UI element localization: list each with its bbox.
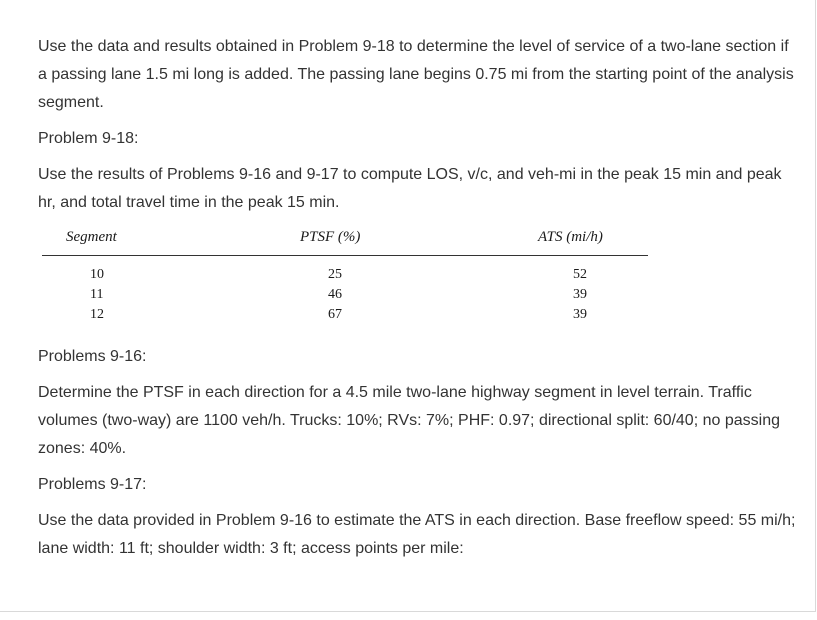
- ats-column: [573, 265, 587, 325]
- ptsf-column: [328, 265, 342, 325]
- segment-cell: 12: [90, 307, 104, 322]
- intro-paragraph: Use the data and results obtained in Problem 9-18 to determine the level of service of a two-lane section if a passing lane 1.5 mi long is added. The passing lane begins 0.75 mi from the starting point of the analysis segment.: [38, 38, 794, 111]
- problem-9-17-label: Problems 9-17:: [38, 476, 147, 493]
- ptsf-header: PTSF (%): [300, 229, 361, 245]
- table-header-rule: [42, 255, 648, 256]
- ptsf-cell: 67: [328, 307, 342, 322]
- segment-cell: 11: [90, 287, 104, 302]
- ats-cell: 39: [573, 307, 587, 322]
- ats-cell: 39: [573, 287, 587, 302]
- segment-cell: 10: [90, 267, 104, 282]
- ats-header: ATS (mi/h): [538, 229, 603, 245]
- ptsf-cell: 46: [328, 287, 342, 302]
- segment-data-table: [42, 225, 648, 343]
- problem-9-16-text: Determine the PTSF in each direction for a 4.5 mile two-lane highway segment in level terrain. Traffic volumes (two-way) are 1100 veh/h. Trucks: 10%; RVs: 7%; PHF: 0.97; directional split: 60/40; no passing zones: 40%.: [38, 384, 780, 457]
- segment-header: Segment: [66, 229, 117, 245]
- ats-cell: 52: [573, 267, 587, 282]
- ptsf-cell: 25: [328, 267, 342, 282]
- problem-9-18-label: Problem 9-18:: [38, 130, 139, 147]
- problem-9-17-text: Use the data provided in Problem 9-16 to estimate the ATS in each direction. Base freeflow speed: 55 mi/h; lane width: 11 ft; shoulder width: 3 ft; access points per mile:: [38, 512, 796, 557]
- problem-content: [38, 33, 798, 571]
- problem-9-16-label: Problems 9-16:: [38, 348, 147, 365]
- problem-9-18-text: Use the results of Problems 9-16 and 9-17 to compute LOS, v/c, and veh-mi in the peak 15 min and peak hr, and total travel time in the peak 15 min.: [38, 166, 782, 211]
- segment-column: [90, 265, 104, 325]
